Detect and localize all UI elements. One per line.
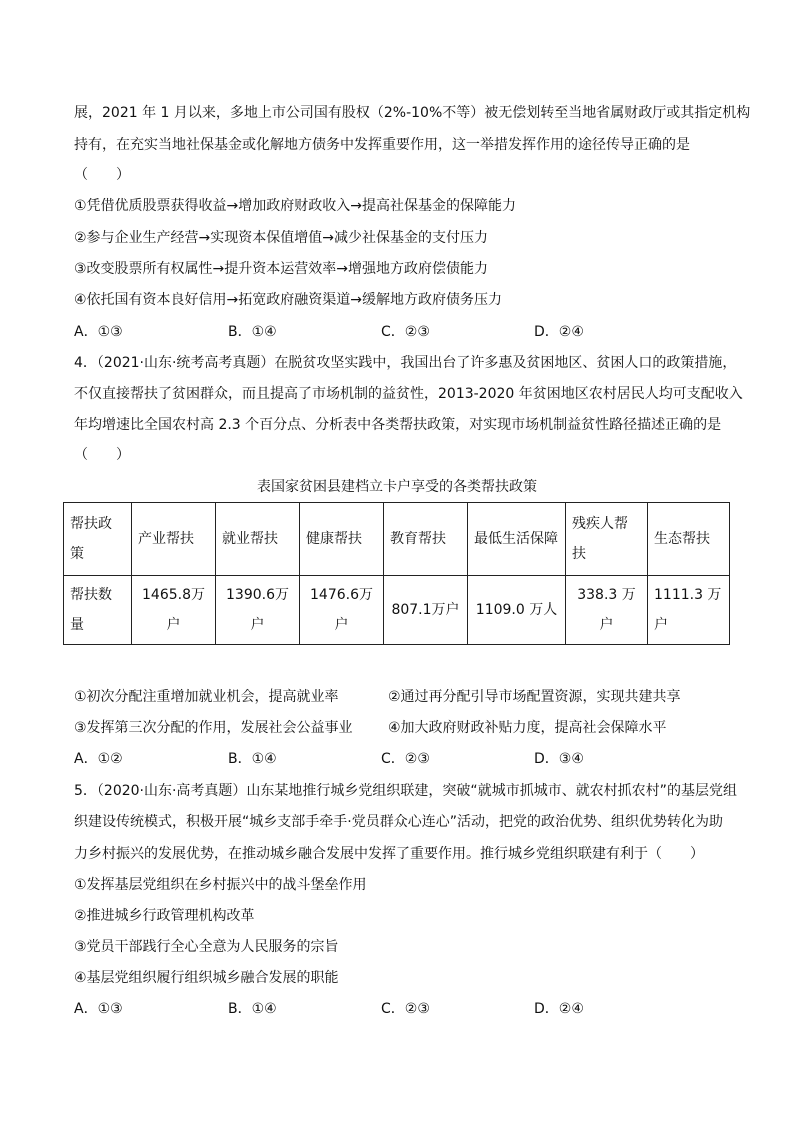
- table-cell: 807.1万户: [384, 576, 468, 645]
- table-cell: 帮扶数量: [64, 576, 132, 645]
- q3-item-3: ③改变股票所有权属性→提升资本运营效率→增强地方政府偿债能力: [74, 261, 489, 277]
- q4-table-caption: 表国家贫困县建档立卡户享受的各类帮扶政策: [257, 479, 537, 495]
- q5-item-3: ③党员干部践行全心全意为人民服务的宗旨: [74, 939, 339, 955]
- table-cell: 1476.6万户: [300, 576, 384, 645]
- table-header-cell: 帮扶政策: [64, 503, 132, 576]
- q4-item-4: ④加大政府财政补贴力度，提高社会保障水平: [388, 720, 667, 736]
- q5-item-1: ①发挥基层党组织在乡村振兴中的战斗堡垒作用: [74, 877, 367, 893]
- table-header-cell: 产业帮扶: [132, 503, 216, 576]
- table-cell: 1111.3 万户: [648, 576, 730, 645]
- q4-stem-line-3: 年均增速比全国农村高 2.3 个百分点、分析表中各类帮扶政策，对实现市场机制益贫性路径描述正确的是: [74, 417, 722, 433]
- q4-item-2: ②通过再分配引导市场配置资源，实现共建共享: [388, 689, 681, 705]
- q5-option-d: D．②④: [534, 1001, 584, 1017]
- table-header-cell: 最低生活保障: [468, 503, 566, 576]
- table-cell: 1465.8万户: [132, 576, 216, 645]
- q4-option-a: A．①②: [74, 751, 123, 767]
- table-header-cell: 健康帮扶: [300, 503, 384, 576]
- q3-stem-line-2: 持有，在充实当地社保基金或化解地方债务中发挥重要作用，这一举措发挥作用的途径传导正确的是: [74, 137, 690, 153]
- q3-item-1: ①凭借优质股票获得收益→增加政府财政收入→提高社保基金的保障能力: [74, 198, 517, 214]
- q3-option-d: D．②④: [534, 324, 584, 340]
- q4-option-b: B．①④: [228, 751, 277, 767]
- q4-answer-blank: （ ）: [74, 447, 130, 463]
- q5-option-c: C．②③: [381, 1001, 430, 1017]
- q3-option-c: C．②③: [381, 324, 430, 340]
- q3-stem-line-1: 展，2021 年 1 月以来，多地上市公司国有股权（2%-10%不等）被无偿划转至当地省属财政厅或其指定机构: [74, 105, 751, 121]
- q5-item-2: ②推进城乡行政管理机构改革: [74, 908, 255, 924]
- q5-option-b: B．①④: [228, 1001, 277, 1017]
- table-row: [64, 576, 730, 645]
- q5-stem-line-2: 织建设传统模式，积极开展“城乡支部手牵手·党员群众心连心”活动，把党的政治优势、组织优势转化为助: [74, 814, 723, 830]
- table-header-cell: 残疾人帮扶: [566, 503, 648, 576]
- q3-option-b: B．①④: [228, 324, 277, 340]
- table-header-cell: 教育帮扶: [384, 503, 468, 576]
- q4-item-3: ③发挥第三次分配的作用，发展社会公益事业: [74, 720, 353, 736]
- table-header-row: [64, 503, 730, 576]
- table-cell: 338.3 万户: [566, 576, 648, 645]
- q4-stem-line-1: 4．（2021·山东·统考高考真题）在脱贫攻坚实践中，我国出台了许多惠及贫困地区、贫困人口的政策措施，: [74, 355, 737, 371]
- q5-stem-line-1: 5．（2020·山东·高考真题）山东某地推行城乡党组织联建，突破“就城市抓城市、就农村抓农村”的基层党组: [74, 783, 737, 799]
- q5-item-4: ④基层党组织履行组织城乡融合发展的职能: [74, 970, 339, 986]
- table-header-cell: 生态帮扶: [648, 503, 730, 576]
- q3-item-2: ②参与企业生产经营→实现资本保值增值→减少社保基金的支付压力: [74, 230, 489, 246]
- q4-item-1: ①初次分配注重增加就业机会，提高就业率: [74, 689, 339, 705]
- table-header-cell: 就业帮扶: [216, 503, 300, 576]
- q5-stem-line-3: 力乡村振兴的发展优势，在推动城乡融合发展中发挥了重要作用。推行城乡党组织联建有利于（ ）: [74, 846, 704, 862]
- table-cell: 1390.6万户: [216, 576, 300, 645]
- q3-answer-blank: （ ）: [74, 167, 130, 183]
- q4-option-d: D．③④: [534, 751, 584, 767]
- q5-option-a: A．①③: [74, 1001, 123, 1017]
- table-cell: 1109.0 万人: [468, 576, 566, 645]
- q4-stem-line-2: 不仅直接帮扶了贫困群众，而且提高了市场机制的益贫性，2013-2020 年贫困地区农村居民人均可支配收入: [74, 386, 743, 402]
- q3-option-a: A．①③: [74, 324, 123, 340]
- q3-item-4: ④依托国有资本良好信用→拓宽政府融资渠道→缓解地方政府债务压力: [74, 292, 503, 308]
- q4-option-c: C．②③: [381, 751, 430, 767]
- q4-policy-table: [63, 502, 730, 645]
